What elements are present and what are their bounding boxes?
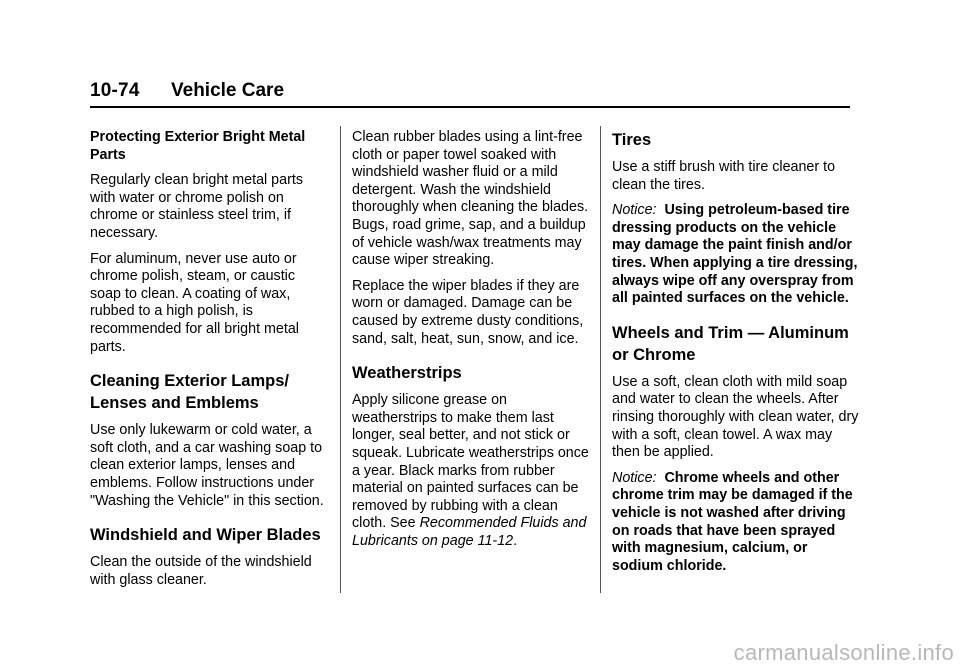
paragraph-weatherstrips: [352, 392, 592, 550]
column-divider-1: [340, 126, 341, 593]
heading-weatherstrips: Weatherstrips: [352, 364, 462, 383]
column-1: [90, 129, 328, 597]
section-title: Vehicle Care: [171, 80, 285, 101]
paragraph-windshield: Clean the outside of the windshield with glass cleaner.: [90, 554, 312, 588]
paragraph-tires: Use a stiff brush with tire cleaner to clean the tires.: [612, 159, 836, 193]
page-number: 10-74: [90, 80, 140, 101]
weatherstrips-text-end: .: [513, 532, 518, 549]
fluids-lubricants-link[interactable]: Recommended Fluids and Lubricants on page 11-12: [352, 515, 587, 549]
paragraph-wiper-replace: Replace the wiper blades if they are worn or damaged. Damage can be caused by extreme dusty conditions, sand, salt, heat, sun, snow, and ice.: [352, 277, 584, 347]
notice-chrome: [612, 470, 862, 576]
paragraph-bright-metal-2: For aluminum, never use auto or chrome polish, steam, or caustic soap to clean. A coating of wax, rubbed to a high polish, is recommended for all bright metal parts.: [90, 250, 299, 355]
page-header: [90, 80, 850, 108]
paragraph-wiper-cleaning: Clean rubber blades using a lint-free cloth or paper towel soaked with windshield washer fluid or a mild detergent. Wash the windshield thoroughly when cleaning the blades. Bugs, road grime, sap, and a buildup of vehicle wash/wax treatments may cause wiper streaking.: [352, 129, 589, 269]
column-divider-2: [600, 126, 601, 593]
column-2: [352, 129, 592, 558]
subhead-bright-metal: Protecting Exterior Bright Metal Parts: [90, 129, 306, 163]
notice-text: Chrome wheels and other chrome trim may be damaged if the vehicle is not washed after driving on roads that have been sprayed with magnesium, calcium, or sodium chloride.: [612, 469, 853, 574]
heading-exterior-lamps: Cleaning Exterior Lamps/ Lenses and Emblems: [90, 372, 289, 413]
column-3: [612, 129, 862, 583]
paragraph-bright-metal-1: Regularly clean bright metal parts with water or chrome polish on chrome or stainless steel trim, if necessary.: [90, 172, 303, 241]
weatherstrips-text: Apply silicone grease on weatherstrips to make them last longer, seal better, and not stick or squeak. Lubricate weatherstrips once a year. Black marks from rubber material on painted surfaces can be removed by rubbing with a clean cloth. See: [352, 392, 589, 532]
heading-tires: Tires: [612, 131, 652, 149]
paragraph-exterior-lamps: Use only lukewarm or cold water, a soft cloth, and a car washing soap to clean exterior lamps, lenses and emblems. Follow instructions under "Washing the Vehicle" in this section.: [90, 422, 324, 509]
notice-label: Notice:: [612, 202, 657, 219]
notice-text: Using petroleum-based tire dressing products on the vehicle may damage the paint finish and/or tires. When applying a tire dressing, always wipe off any overspray from all painted surfaces on the vehicle.: [612, 202, 858, 307]
paragraph-wheels: Use a soft, clean cloth with mild soap and water to clean the wheels. After rinsing thoroughly with clean water, dry with a soft, clean towel. A wax may then be applied.: [612, 373, 859, 461]
heading-wheels-trim: Wheels and Trim — Aluminum or Chrome: [612, 323, 849, 364]
heading-windshield-wiper: Windshield and Wiper Blades: [90, 526, 321, 545]
notice-label: Notice:: [612, 469, 657, 486]
watermark: carmanualsonline.info: [733, 640, 954, 665]
notice-tires: [612, 202, 862, 308]
